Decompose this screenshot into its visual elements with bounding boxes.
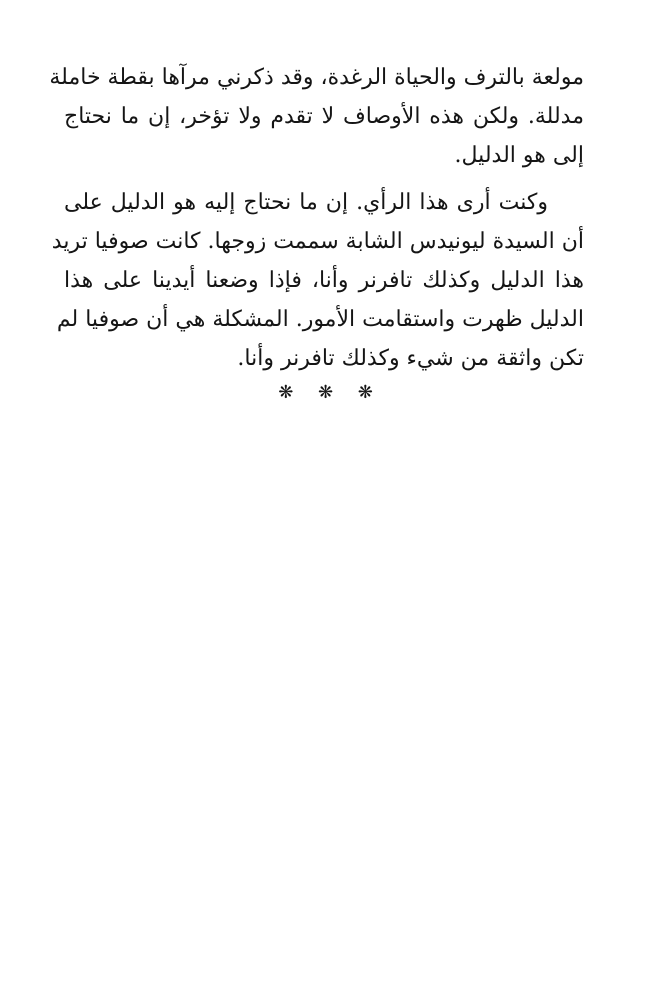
text-line: مدللة. ولكن هذه الأوصاف لا تقدم ولا تؤخر، إن ما نحتاج — [64, 104, 584, 129]
text-line: الدليل ظهرت واستقامت الأمور. المشكلة هي أن صوفيا لم — [56, 307, 584, 332]
text-line: مولعة بالترف والحياة الرغدة، وقد ذكرني مرآها بقطة خاملة — [49, 65, 584, 90]
text-line: إلى هو الدليل. — [454, 143, 584, 168]
text-line: أن السيدة ليونيدس الشابة سممت زوجها. كانت صوفيا تريد — [51, 229, 584, 254]
body-text — [49, 58, 584, 378]
paragraph-1 — [49, 58, 584, 175]
section-separator — [0, 382, 651, 403]
paragraph-2 — [51, 183, 584, 378]
asterism-icon: ❋ — [357, 382, 373, 403]
text-line: وكنت أرى هذا الرأي. إن ما نحتاج إليه هو الدليل على — [64, 190, 548, 215]
text-line: هذا الدليل وكذلك تافرنر وأنا، فإذا وضعنا أيدينا على هذا — [64, 268, 584, 293]
asterism-icon: ❋ — [317, 382, 334, 403]
text-line: تكن واثقة من شيء وكذلك تافرنر وأنا. — [237, 346, 584, 371]
asterism-icon: ❋ — [278, 382, 294, 403]
